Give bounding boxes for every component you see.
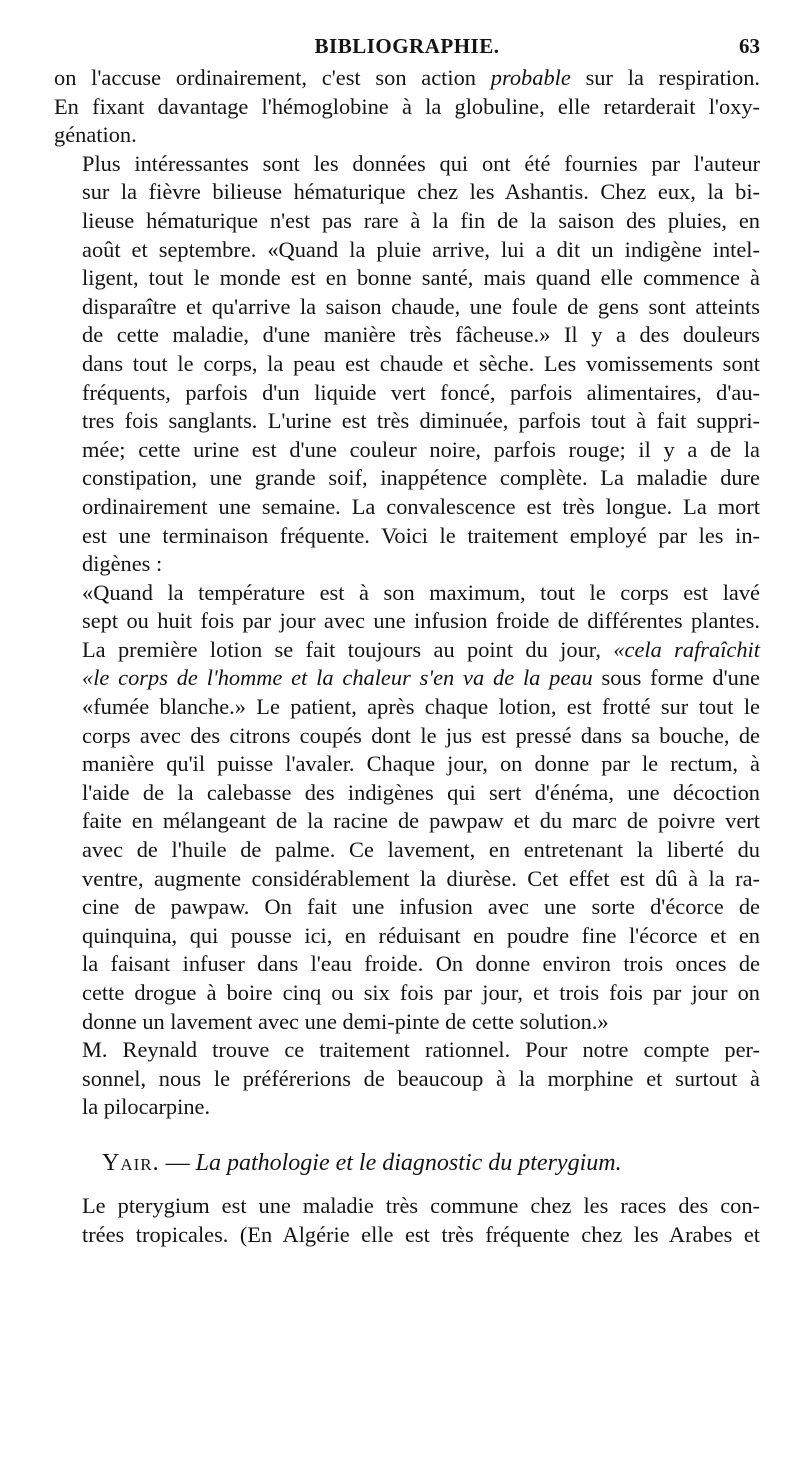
text-segment: sur la fièvre bilieuse hématurique chez les Ashantis. Chez eux, la bi-: [82, 179, 760, 205]
text-segment: digènes :: [82, 551, 163, 577]
paragraphs-before-section: [54, 64, 760, 1122]
text-line: [54, 865, 760, 894]
text-line: [54, 893, 760, 922]
text-line: [54, 379, 760, 408]
text-line: [54, 1065, 760, 1094]
text-segment: cine de pawpaw. On fait une infusion avec une sorte d'écorce de: [82, 894, 760, 920]
text-line: [54, 178, 760, 207]
text-line: [54, 350, 760, 379]
text-line: [54, 750, 760, 779]
text-line: [54, 150, 760, 179]
text-segment: quinquina, qui pousse ici, en réduisant en poudre fine l'écorce et en: [82, 922, 760, 948]
paragraph: [54, 150, 760, 579]
text-line: [54, 722, 760, 751]
text-segment: lieuse hématurique n'est pas rare à la fin de la saison des pluies, en: [82, 207, 760, 233]
italic-text: probable: [490, 65, 571, 90]
text-segment: «Quand la température est à son maximum, tout le corps est lavé: [82, 579, 760, 605]
text-line: [54, 464, 760, 493]
text-segment: août et septembre. «Quand la pluie arrive, lui a dit un indigène intel-: [82, 236, 760, 262]
paragraphs-after-section: [54, 1192, 760, 1249]
text-line: [54, 979, 760, 1008]
text-line: [54, 836, 760, 865]
text-segment: sur la respiration.: [570, 65, 760, 90]
text-segment: En fixant davantage l'hémoglobine à la globuline, elle retarderait l'oxy-: [54, 93, 760, 119]
text-line: [54, 407, 760, 436]
text-line: [54, 207, 760, 236]
text-segment: constipation, une grande soif, inappétence complète. La maladie dure: [82, 465, 760, 491]
text-line: [54, 1036, 760, 1065]
text-line: [54, 522, 760, 551]
document-page: [54, 34, 760, 1249]
text-line: [54, 1093, 760, 1122]
running-title: BIBLIOGRAPHIE.: [314, 34, 500, 58]
text-line: [54, 607, 760, 636]
paragraph: [54, 1192, 760, 1249]
text-segment: ventre, augmente considérablement la diurèse. Cet effet est dû à la ra-: [82, 865, 760, 891]
text-line: [54, 236, 760, 265]
text-segment: mée; cette urine est d'une couleur noire, parfois rouge; il y a de la: [82, 436, 760, 462]
text-segment: Le pterygium est une maladie très commune chez les races des con-: [82, 1192, 760, 1218]
text-segment: tres fois sanglants. L'urine est très diminuée, parfois tout à fait suppri-: [82, 408, 760, 434]
text-segment: trées tropicales. (En Algérie elle est très fréquente chez les Arabes et: [82, 1221, 760, 1247]
text-segment: ordinairement une semaine. La convalescence est très longue. La mort: [82, 493, 760, 519]
text-segment: cette drogue à boire cinq ou six fois par jour, et trois fois par jour on: [82, 980, 760, 1005]
running-header: [54, 34, 760, 64]
text-segment: l'aide de la calebasse des indigènes qui sert d'énéma, une décoction: [82, 779, 760, 805]
section-author: Yair.: [102, 1149, 160, 1176]
text-segment: ligent, tout le monde est en bonne santé, mais quand elle commence à: [82, 265, 760, 291]
text-segment: «fumée blanche.» Le patient, après chaque lotion, est frotté sur tout le: [82, 694, 760, 720]
section-dash: —: [159, 1149, 196, 1176]
text-segment: sonnel, nous le préférerions de beaucoup à la morphine et surtout à: [82, 1065, 760, 1091]
text-line: [54, 922, 760, 951]
section-title: La pathologie et le diagnostic du pterygium.: [195, 1149, 622, 1176]
text-segment: de cette maladie, d'une manière très fâcheuse.» Il y a des douleurs: [82, 322, 760, 348]
text-line: [54, 293, 760, 322]
paragraph: [54, 1036, 760, 1122]
text-segment: la faisant infuser dans l'eau froide. On donne environ trois onces de: [82, 951, 760, 977]
text-segment: M. Reynald trouve ce traitement rationnel. Pour notre compte per-: [82, 1037, 760, 1063]
text-segment: faite en mélangeant de la racine de pawpaw et du marc de poivre vert: [82, 808, 760, 834]
text-segment: sous forme d'une: [592, 665, 760, 691]
text-line: [54, 550, 760, 579]
paragraph: [54, 579, 760, 1037]
text-segment: La première lotion se fait toujours au point du jour,: [82, 636, 614, 662]
text-line: [54, 1192, 760, 1221]
text-line: [54, 493, 760, 522]
text-segment: on l'accuse ordinairement, c'est son action: [54, 65, 491, 90]
text-line: [54, 321, 760, 350]
text-segment: la pilocarpine.: [82, 1094, 211, 1120]
text-segment: est une terminaison fréquente. Voici le traitement employé par les in-: [82, 522, 760, 548]
text-line: [54, 636, 760, 665]
text-line: [54, 93, 760, 122]
text-line: [54, 121, 760, 150]
text-segment: manière qu'il puisse l'avaler. Chaque jour, on donne par le rectum, à: [82, 751, 760, 777]
text-segment: génation.: [54, 122, 137, 148]
body-text: [54, 64, 760, 1249]
text-segment: dans tout le corps, la peau est chaude et sèche. Les vomissements sont: [82, 350, 760, 376]
text-line: [54, 64, 760, 93]
text-line: [54, 1221, 760, 1250]
text-line: [54, 436, 760, 465]
section-heading: [54, 1148, 760, 1178]
text-line: [54, 807, 760, 836]
text-line: [54, 950, 760, 979]
text-segment: avec de l'huile de palme. Ce lavement, en entretenant la liberté du: [82, 837, 760, 863]
text-line: [54, 1008, 760, 1037]
text-line: [54, 579, 760, 608]
text-segment: sept ou huit fois par jour avec une infusion froide de différentes plantes.: [82, 608, 760, 634]
text-segment: disparaître et qu'arrive la saison chaude, une foule de gens sont atteints: [82, 293, 760, 319]
text-line: [54, 664, 760, 693]
text-segment: donne un lavement avec une demi-pinte de cette solution.»: [82, 1008, 609, 1034]
italic-text: «cela rafraîchit: [613, 636, 761, 662]
italic-text: «le corps de l'homme et la chaleur s'en va de la peau: [82, 665, 593, 691]
text-segment: Plus intéressantes sont les données qui ont été fournies par l'auteur: [82, 150, 760, 176]
text-segment: corps avec des citrons coupés dont le jus est pressé dans sa bouche, de: [82, 722, 760, 748]
text-segment: fréquents, parfois d'un liquide vert foncé, parfois alimentaires, d'au-: [82, 379, 760, 405]
paragraph: [54, 64, 760, 150]
text-line: [54, 693, 760, 722]
text-line: [54, 264, 760, 293]
page-number: 63: [739, 34, 760, 58]
text-line: [54, 779, 760, 808]
